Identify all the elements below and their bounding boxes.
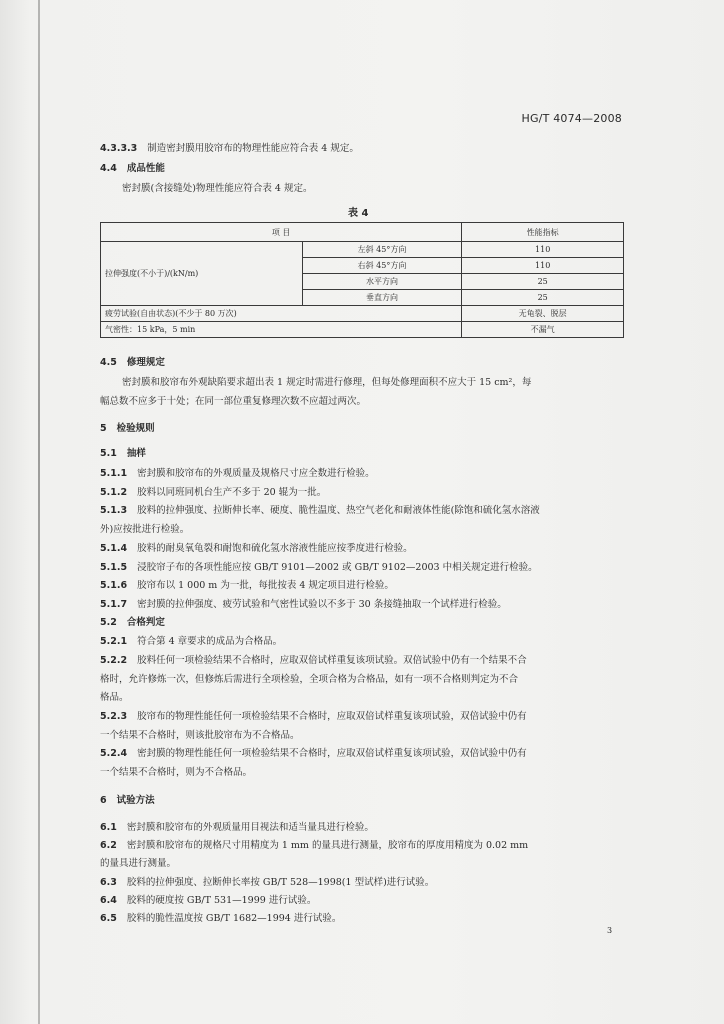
clause-number: 5.1.1 <box>100 468 128 479</box>
heading-text: 试验方法 <box>116 795 155 806</box>
table-header-row <box>101 223 624 242</box>
clause-number: 5.1.5 <box>100 562 128 573</box>
clause-5-1-6 <box>100 579 394 593</box>
airtight-item-cell: 气密性：15 kPa，5 min <box>101 322 462 338</box>
clause-number: 5.1.7 <box>100 599 128 610</box>
value-cell: 110 <box>462 258 624 274</box>
clause-text: 胶料任何一项检验结果不合格时，应取双倍试样重复该项试验。双倍试验中仍有一个结果不合 <box>137 655 527 666</box>
clause-text: 胶帘布的物理性能任何一项检验结果不合格时，应取双倍试样重复该项试验，双倍试验中仍有 <box>137 711 527 722</box>
clause-number: 6.1 <box>100 822 117 833</box>
clause-6-4 <box>100 894 316 908</box>
heading-text: 成品性能 <box>126 163 165 174</box>
clause-text: 密封膜和胶帘布的外观质量用目视法和适当量具进行检验。 <box>126 822 374 833</box>
clause-5-1-4 <box>100 542 413 556</box>
clause-number: 6.2 <box>100 840 117 851</box>
heading-text: 合格判定 <box>126 617 165 628</box>
value-cell: 无龟裂、脱层 <box>462 306 624 322</box>
clause-text: 密封膜的物理性能任何一项检验结果不合格时，应取双倍试样重复该项试验，双倍试验中仍有 <box>137 748 527 759</box>
table-row <box>101 242 624 258</box>
clause-number: 6.5 <box>100 913 117 924</box>
clause-5-2-2-line-1 <box>100 654 527 668</box>
value-cell: 25 <box>462 290 624 306</box>
clause-number: 5.1.6 <box>100 580 128 591</box>
clause-number: 6.4 <box>100 895 117 906</box>
clause-number: 5.1.3 <box>100 505 128 516</box>
clause-5-2-1 <box>100 635 282 649</box>
clause-6-1 <box>100 821 374 835</box>
clause-text: 胶料的拉伸强度、拉断伸长率、硬度、脆性温度、热空气老化和耐液体性能(除饱和硫化氢水溶液 <box>137 505 540 516</box>
clause-text: 胶料的拉伸强度、拉断伸长率按 GB/T 528—1998(1 型试样)进行试验。 <box>126 877 435 888</box>
clause-text: 浸胶帘子布的各项性能应按 GB/T 9101—2002 或 GB/T 9102—2003 中相关规定进行检验。 <box>137 562 538 573</box>
heading-text: 检验规则 <box>116 423 155 434</box>
clause-number: 4.3.3.3 <box>100 143 138 154</box>
heading-text: 抽样 <box>126 448 146 459</box>
heading-number: 6 <box>100 795 107 806</box>
page-number: 3 <box>607 926 613 935</box>
direction-cell: 垂直方向 <box>302 290 462 306</box>
clause-number: 5.2.3 <box>100 711 128 722</box>
direction-cell: 水平方向 <box>302 274 462 290</box>
tensile-label-cell: 拉伸强度(不小于)/(kN/m) <box>101 242 303 306</box>
heading-4-4 <box>100 162 165 176</box>
clause-4-4-text: 密封膜(含接缝处)物理性能应符合表 4 规定。 <box>122 183 313 194</box>
table-row <box>101 322 624 338</box>
heading-5-2 <box>100 616 165 630</box>
clause-number: 5.2.4 <box>100 748 128 759</box>
table-row <box>101 306 624 322</box>
clause-5-1-1 <box>100 467 375 481</box>
clause-number: 5.2.1 <box>100 636 128 647</box>
clause-text: 胶料以同班同机台生产不多于 20 辊为一批。 <box>137 487 327 498</box>
heading-number: 5.2 <box>100 617 117 628</box>
fatigue-item-cell: 疲劳试验(自由状态)(不少于 80 万次) <box>101 306 462 322</box>
clause-5-1-7 <box>100 598 507 612</box>
clause-4-5-line-1: 密封膜和胶帘布外观缺陷要求超出表 1 规定时需进行修理，但每处修理面积不应大于 15 cm²，每 <box>122 377 532 388</box>
binding-edge <box>38 0 40 1024</box>
clause-5-2-3-line-1 <box>100 710 527 724</box>
heading-text: 修理规定 <box>126 357 165 368</box>
clause-text: 密封膜的拉伸强度、疲劳试验和气密性试验以不多于 30 条接缝抽取一个试样进行检验。 <box>137 599 507 610</box>
clause-text: 胶料的脆性温度按 GB/T 1682—1994 进行试验。 <box>126 913 342 924</box>
clause-text: 制造密封膜用胶帘布的物理性能应符合表 4 规定。 <box>147 143 359 154</box>
clause-text: 胶帘布以 1 000 m 为一批，每批按表 4 规定项目进行检验。 <box>137 580 394 591</box>
clause-number: 5.2.2 <box>100 655 128 666</box>
clause-5-2-4-line-1 <box>100 747 527 761</box>
direction-cell: 右斜 45°方向 <box>302 258 462 274</box>
heading-6 <box>100 794 155 808</box>
clause-6-5 <box>100 912 341 926</box>
heading-5 <box>100 422 155 436</box>
heading-5-1 <box>100 447 146 461</box>
table-4 <box>100 222 624 338</box>
standard-code: HG/T 4074—2008 <box>521 112 622 125</box>
direction-cell: 左斜 45°方向 <box>302 242 462 258</box>
column-header-item: 项 目 <box>101 223 462 242</box>
value-cell: 25 <box>462 274 624 290</box>
clause-4-3-3-3 <box>100 142 359 156</box>
heading-4-5 <box>100 356 165 370</box>
clause-6-2-line-2: 的量具进行测量。 <box>100 858 177 869</box>
clause-number: 5.1.2 <box>100 487 128 498</box>
clause-5-2-3-line-2: 一个结果不合格时，则该批胶帘布为不合格品。 <box>100 730 300 741</box>
table-caption: 表 4 <box>348 208 369 219</box>
clause-5-1-3-line-1 <box>100 504 540 518</box>
heading-number: 5.1 <box>100 448 117 459</box>
column-header-value: 性能指标 <box>462 223 624 242</box>
clause-5-2-4-line-2: 一个结果不合格时，则为不合格品。 <box>100 767 253 778</box>
clause-number: 5.1.4 <box>100 543 128 554</box>
value-cell: 不漏气 <box>462 322 624 338</box>
clause-text: 符合第 4 章要求的成品为合格品。 <box>137 636 283 647</box>
clause-text: 密封膜和胶帘布的外观质量及规格尺寸应全数进行检验。 <box>137 468 375 479</box>
heading-number: 5 <box>100 423 107 434</box>
clause-5-2-2-line-2: 格时，允许修炼一次，但修炼后需进行全项检验，全项合格为合格品，如有一项不合格则判定为不合 <box>100 674 519 685</box>
clause-5-1-5 <box>100 561 538 575</box>
clause-number: 6.3 <box>100 877 117 888</box>
clause-text: 胶料的硬度按 GB/T 531—1999 进行试验。 <box>126 895 317 906</box>
clause-5-1-2 <box>100 486 326 500</box>
heading-number: 4.4 <box>100 163 117 174</box>
clause-6-2-line-1 <box>100 839 528 853</box>
clause-5-1-3-line-2: 外)应按批进行检验。 <box>100 524 190 535</box>
clause-text: 密封膜和胶帘布的规格尺寸用精度为 1 mm 的量具进行测量，胶帘布的厚度用精度为 0.02 mm <box>126 840 529 851</box>
clause-6-3 <box>100 876 434 890</box>
clause-5-2-2-line-3: 格品。 <box>100 692 129 703</box>
heading-number: 4.5 <box>100 357 117 368</box>
clause-text: 胶料的耐臭氧龟裂和耐饱和硫化氢水溶液性能应按季度进行检验。 <box>137 543 413 554</box>
value-cell: 110 <box>462 242 624 258</box>
clause-4-5-line-2: 幅总数不应多于十处；在同一部位重复修理次数不应超过两次。 <box>100 396 367 407</box>
